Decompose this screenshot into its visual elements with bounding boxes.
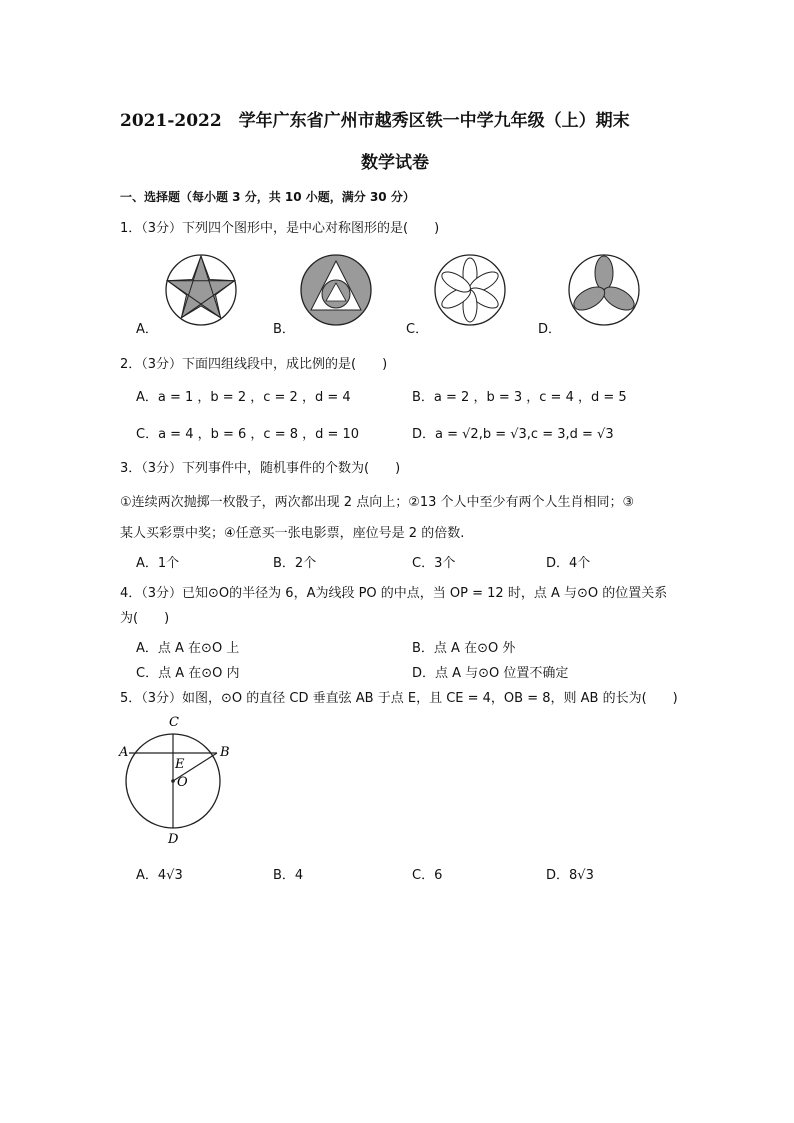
q5-stem: 5．（3分）如图，⊙O 的直径 CD 垂直弦 AB 于点 E，且 CE = 4，OB = 8，则 AB 的长为( ) [120, 691, 678, 706]
q3-stem: 3．（3分）下列事件中，随机事件的个数为( ) [120, 461, 401, 476]
label-b: B [220, 745, 230, 760]
q5-option-a[interactable]: A．4√3 [136, 868, 183, 883]
q3-option-a[interactable]: A．1个 [136, 556, 180, 571]
q5-option-c[interactable]: C．6 [412, 868, 443, 883]
q1-option-c[interactable]: C． [406, 322, 429, 337]
q1-option-a[interactable]: A． [136, 322, 158, 337]
q4-option-b[interactable]: B．点 A 在⊙O 外 [412, 641, 516, 656]
label-a: A [119, 745, 129, 760]
q4-stem-line2: 为( ) [120, 611, 170, 626]
q1-figure-c-flower-icon [432, 252, 508, 328]
q4-option-a[interactable]: A．点 A 在⊙O 上 [136, 641, 240, 656]
label-e: E [175, 757, 185, 772]
q5-option-b[interactable]: B．4 [273, 868, 304, 883]
q2-option-d[interactable]: D．a = √2,b = √3,c = 3,d = √3 [412, 427, 614, 442]
q1-option-d[interactable]: D． [538, 322, 562, 337]
page-title-line2: 数学试卷 [361, 153, 429, 173]
label-c: C [169, 715, 179, 730]
label-o: O [177, 775, 188, 790]
q3-option-b[interactable]: B．2个 [273, 556, 317, 571]
q1-figure-a-star-icon [163, 252, 239, 328]
q2-option-a[interactable]: A．a = 1 ，b = 2 ，c = 2 ，d = 4 [136, 390, 351, 405]
q4-option-d[interactable]: D．点 A 与⊙O 位置不确定 [412, 666, 569, 681]
section-header: 一、选择题（每小题 3 分，共 10 小题，满分 30 分） [120, 190, 415, 204]
q5-circle-diagram [116, 712, 246, 852]
q1-stem: 1．（3分）下列四个图形中，是中心对称图形的是( ) [120, 221, 440, 236]
q5-option-d[interactable]: D．8√3 [546, 868, 594, 883]
q4-option-c[interactable]: C．点 A 在⊙O 内 [136, 666, 240, 681]
q2-option-c[interactable]: C．a = 4 ，b = 6 ，c = 8 ，d = 10 [136, 427, 360, 442]
q4-stem-line1: 4．（3分）已知⊙O的半径为 6，A为线段 PO 的中点，当 OP = 12 时，点 A 与⊙O 的位置关系 [120, 586, 668, 601]
page-title-line1: 2021-2022 学年广东省广州市越秀区铁一中学九年级（上）期末 [120, 111, 630, 131]
q1-figure-b-triangle-icon [298, 252, 374, 328]
q3-option-c[interactable]: C．3个 [412, 556, 456, 571]
q3-body-line1: ①连续两次抛掷一枚骰子，两次都出现 2 点向上；②13 个人中至少有两个人生肖相同；③ [120, 495, 635, 510]
q1-figure-d-three-petal-icon [566, 252, 642, 328]
q2-option-b[interactable]: B．a = 2 ，b = 3 ，c = 4 ，d = 5 [412, 390, 627, 405]
q3-body-line2: 某人买彩票中奖；④任意买一张电影票，座位号是 2 的倍数. [120, 526, 465, 541]
q2-stem: 2．（3分）下面四组线段中，成比例的是( ) [120, 357, 388, 372]
q1-option-b[interactable]: B． [273, 322, 295, 337]
q3-option-d[interactable]: D．4个 [546, 556, 591, 571]
label-d: D [168, 832, 179, 847]
